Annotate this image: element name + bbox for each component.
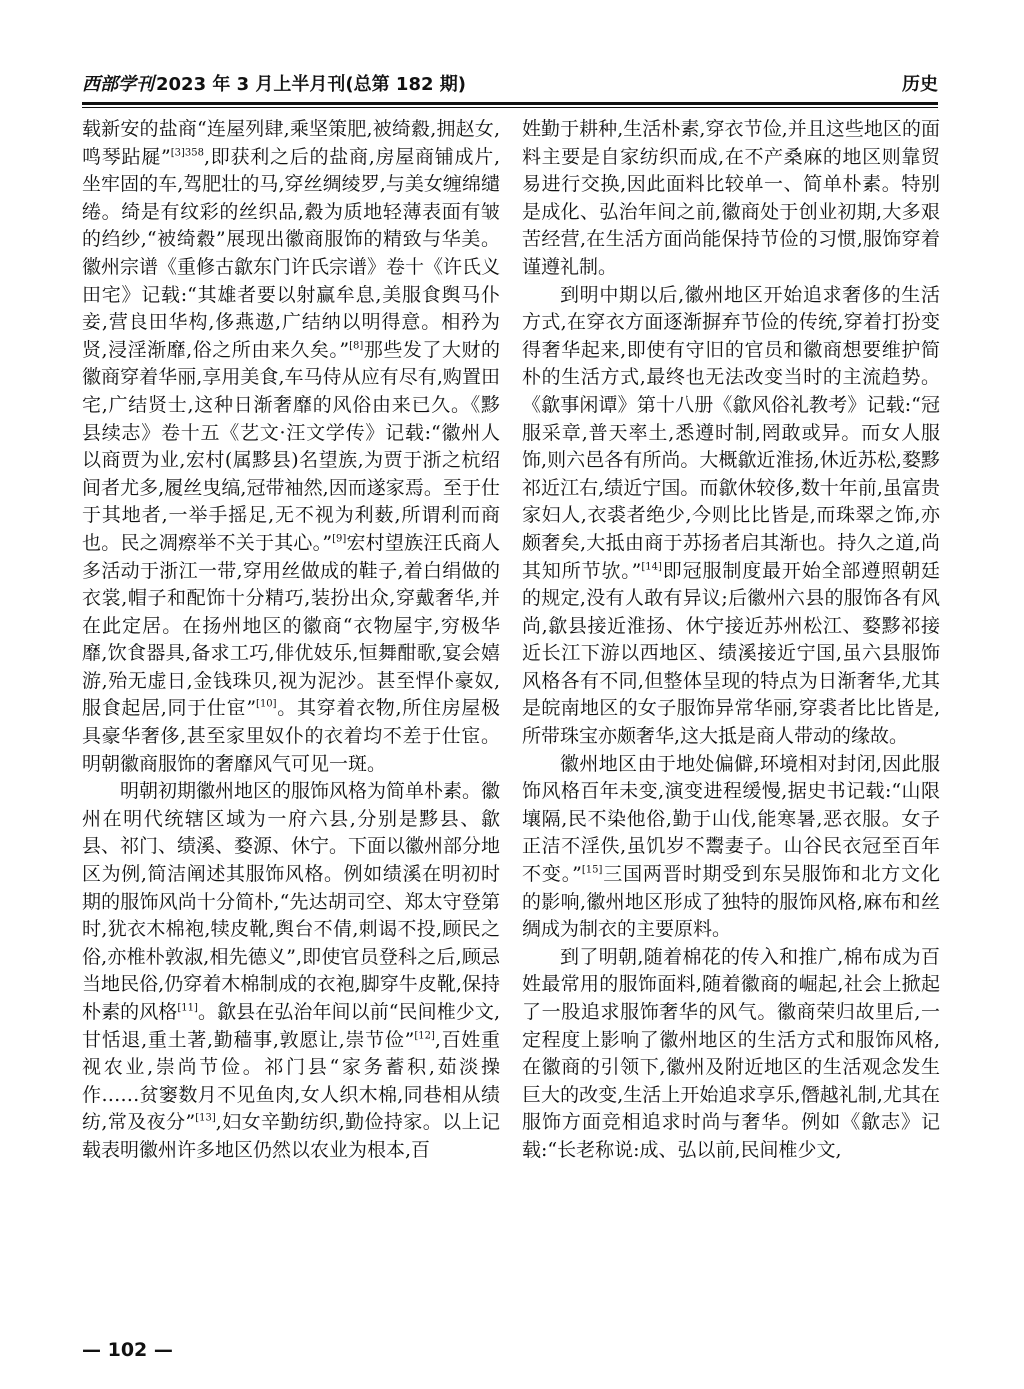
paragraph: 明朝初期徽州地区的服饰风格为简单朴素。徽州在明代统辖区域为一府六县,分别是黟县、歙县、祁门、绩溪、婺源、休宁。下面以徽州部分地区为例,简洁阐述其服饰风格。例如绩溪在明初时期的服饰风尚十分简朴,“先达胡司空、郑太守登第时,犹衣木棉袍,犊皮靴,舆台不倩,刺谒不投,顾民之俗,亦椎朴敦淑,相先德义”,即使官员登科之后,顾忌当地民俗,仍穿着木棉制成的衣袍,脚穿牛皮靴,保持朴素的风格[11]。歙县在弘治年间以前“民间椎少文,甘恬退,重土著,勤穑事,敦愿让,崇节俭”[12],百姓重视农业,崇尚节俭。祁门县“家务蓄积,茹淡操作……贫窭数月不见鱼肉,女人织木棉,同巷相从绩纺,常及夜分”[13],妇女辛勤纺织,勤俭持家。以上记载表明徽州许多地区仍然以农业为根本,百 [82,780,500,1161]
paragraph: 徽州地区由于地处偏僻,环境相对封闭,因此服饰风格百年未变,演变进程缓慢,据史书记载:“山限壤隔,民不染他俗,勤于山伐,能寒暑,恶衣服。女子正洁不淫佚,虽饥岁不鬻妻子。山谷民衣冠至百年不变。”[15]三国两晋时期受到东吴服饰和北方文化的影响,徽州地区形成了独特的服饰风格,麻布和丝绸成为制衣的主要原料。 [522,752,940,941]
page-number: — 102 — [82,1339,173,1361]
citation: [13] [195,1113,216,1125]
header-left [82,72,466,98]
citation: [3]358 [170,147,204,159]
left-column [82,116,500,1316]
citation: [11] [177,1002,198,1014]
citation: [12] [414,1030,435,1042]
header-rule-thick [82,102,938,105]
section-name: 历史 [902,74,938,95]
citation: [10] [256,699,277,711]
header-rule-thin [82,107,938,108]
citation: [14] [641,561,662,573]
paragraph: 载新安的盐商“连屋列肆,乘坚策肥,被绮縠,拥赵女,鸣琴跕屣”$^{[3]358}$,即获利之后的盐商,房屋商铺成片,坐牢固的车,驾肥壮的马,穿丝绸绫罗,与美女缠绵缱绻。绮是有纹彩的丝织品,縠为质地轻薄表面有皱的绉纱,“被绮縠”展现出徽商服饰的精致与华美。徽州宗谱《重修古歙东门许氏宗谱》卷十《许氏义田宅》记载:“其雄者要以射赢牟息,美服食舆马仆妾,营良田华构,侈燕遨,广结纳以明得意。相矜为贤,浸淫渐靡,俗之所由来久矣。”[8]那些发了大财的徽商穿着华丽,享用美食,车马侍从应有尽有,购置田宅,广结贤士,这种日渐奢靡的风俗由来已久。《黟县续志》卷十五《艺文·汪文学传》记载:“徽州人以商贾为业,宏村(属黟县)名望族,为贾于浙之杭绍间者尤多,履丝曳缟,冠带袖然,因而遂家焉。至于仕于其地者,一举手摇足,无不视为利薮,所谓利而商也。民之凋瘵举不关于其心。”[9]宏村望族汪氏商人多活动于浙江一带,穿用丝做成的鞋子,着白绢做的衣裳,帽子和配饰十分精巧,装扮出众,穿戴奢华,并在此定居。在扬州地区的徽商“衣物屋宇,穷极华靡,饮食器具,备求工巧,俳优妓乐,恒舞酣歌,宴会嬉游,殆无虚日,金钱珠贝,视为泥沙。甚至悍仆豪奴,服食起居,同于仕宦”[10]。其穿着衣物,所住房屋极具豪华奢侈,甚至家里奴仆的衣着均不差于仕宦。明朝徽商服饰的奢靡风气可见一斑。 [82,118,500,775]
paragraph: 到了明朝,随着棉花的传入和推广,棉布成为百姓最常用的服饰面料,随着徽商的崛起,社会上掀起了一股追求服饰奢华的风气。徽商荣归故里后,一定程度上影响了徽州地区的生活方式和服饰风格,在徽商的引领下,徽州及附近地区的生活观念发生巨大的改变,生活上开始追求享乐,僭越礼制,尤其在服饰方面竞相追求时尚与奢华。例如《歙志》记载:“长老称说:成、弘以前,民间椎少文, [522,945,940,1161]
running-header [82,72,938,100]
journal-name: 西部学刊 [82,74,154,95]
paragraph: 姓勤于耕种,生活朴素,穿衣节俭,并且这些地区的面料主要是自家纺织而成,在不产桑麻的地区则靠贸易进行交换,因此面料比较单一、简单朴素。特别是成化、弘治年间之前,徽商处于创业初期,大多艰苦经营,在生活方面尚能保持节俭的习惯,服饰穿着谨遵礼制。 [522,118,940,278]
citation: [15] [581,864,603,876]
citation: [9] [332,533,347,545]
issue-info: 2023 年 3 月上半月刊(总第 182 期) [156,74,466,95]
paragraph: 到明中期以后,徽州地区开始追求奢侈的生活方式,在穿衣方面逐渐摒弃节俭的传统,穿着打扮变得奢华起来,即使有守旧的官员和徽商想要维护简朴的生活方式,最终也无法改变当时的主流趋势。《歙事闲谭》第十八册《歙风俗礼教考》记载:“冠服采章,普天率土,悉遵时制,罔敢或异。而女人服饰,则六邑各有所尚。大概歙近淮扬,休近苏松,婺黟祁近江右,绩近宁国。而歙休较侈,数十年前,虽富贵家妇人,衣裘者绝少,今则比比皆是,而珠翠之饰,亦颇奢矣,大抵由商于苏扬者启其渐也。持久之道,尚其知所节欤。”[14]即冠服制度最开始全部遵照朝廷的规定,没有人敢有异议;后徽州六县的服饰各有风尚,歙县接近淮扬、休宁接近苏州松江、婺黟祁接近长江下游以西地区、绩溪接近宁国,虽六县服饰风格各有不同,但整体呈现的特点为日渐奢华,尤其是皖南地区的女子服饰异常华丽,穿裘者比比皆是,所带珠宝亦颇奢华,这大抵是商人带动的缘故。 [522,283,940,748]
right-column [522,116,940,1316]
citation: [8] [349,340,364,352]
